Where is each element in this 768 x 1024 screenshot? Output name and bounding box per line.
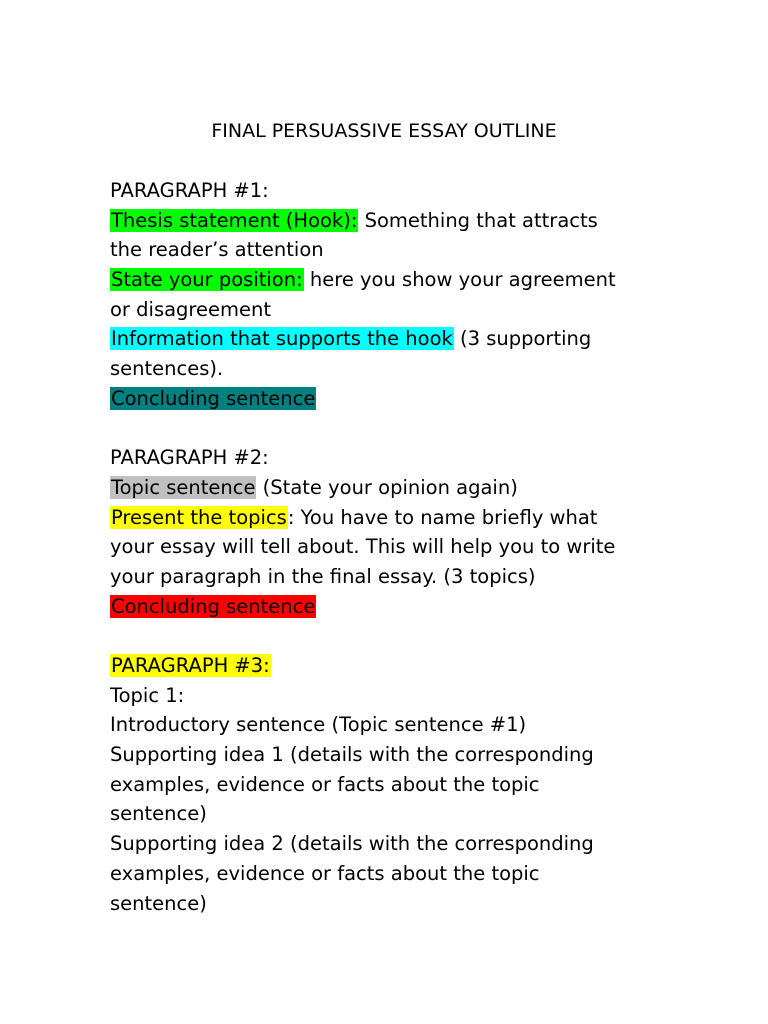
thesis-continuation: the reader’s attention bbox=[110, 238, 324, 262]
topic-sentence-label: Topic sentence bbox=[111, 475, 256, 499]
position-line bbox=[110, 265, 670, 295]
paragraph2-concluding: Concluding sentence bbox=[111, 594, 316, 618]
spacer bbox=[110, 621, 670, 651]
supporting-idea-1-continuation-2: sentence) bbox=[110, 802, 207, 826]
document-title: FINAL PERSUASSIVE ESSAY OUTLINE bbox=[211, 120, 557, 142]
supporting-idea-2-continuation-1: examples, evidence or facts about the topic bbox=[110, 861, 540, 885]
position-text: here you show your agreement bbox=[303, 268, 616, 292]
thesis-text: Something that attracts bbox=[358, 208, 598, 232]
supporting-idea-1-continuation-1: examples, evidence or facts about the topic bbox=[110, 772, 540, 796]
paragraph2-concluding-line bbox=[110, 592, 670, 622]
position-continuation: or disagreement bbox=[110, 297, 272, 321]
info-label: Information that supports the hook bbox=[111, 327, 453, 351]
topic-sentence-text: (State your opinion again) bbox=[256, 475, 518, 499]
introductory-sentence: Introductory sentence (Topic sentence #1) bbox=[110, 713, 527, 737]
present-topics-line bbox=[110, 503, 670, 533]
thesis-line bbox=[110, 206, 670, 236]
paragraph1-heading: PARAGRAPH #1: bbox=[110, 179, 269, 202]
topic-sentence-line bbox=[110, 473, 670, 503]
paragraph2-heading: PARAGRAPH #2: bbox=[110, 446, 269, 470]
topic1-label: Topic 1: bbox=[110, 683, 185, 707]
spacer bbox=[110, 414, 670, 444]
present-topics-continuation-2: your paragraph in the final essay. (3 topics) bbox=[110, 564, 536, 588]
present-topics-label: Present the topics bbox=[111, 505, 287, 529]
thesis-label: Thesis statement (Hook): bbox=[111, 208, 358, 232]
present-topics-continuation-1: your essay will tell about. This will help you to write bbox=[110, 535, 616, 559]
outline-body bbox=[110, 176, 670, 918]
paragraph3-heading-line bbox=[110, 651, 670, 681]
paragraph1-concluding-line bbox=[110, 384, 670, 414]
supporting-idea-2: Supporting idea 2 (details with the corresponding bbox=[110, 832, 594, 856]
paragraph1-concluding: Concluding sentence bbox=[111, 386, 316, 410]
info-text: (3 supporting bbox=[453, 327, 592, 351]
present-topics-text: : You have to name briefly what bbox=[287, 505, 598, 529]
supporting-idea-1: Supporting idea 1 (details with the corresponding bbox=[110, 743, 594, 767]
supporting-idea-2-continuation-2: sentence) bbox=[110, 891, 207, 915]
info-line bbox=[110, 324, 670, 354]
info-continuation: sentences). bbox=[110, 357, 224, 381]
paragraph3-heading: PARAGRAPH #3: bbox=[111, 654, 270, 677]
position-label: State your position: bbox=[111, 268, 303, 292]
